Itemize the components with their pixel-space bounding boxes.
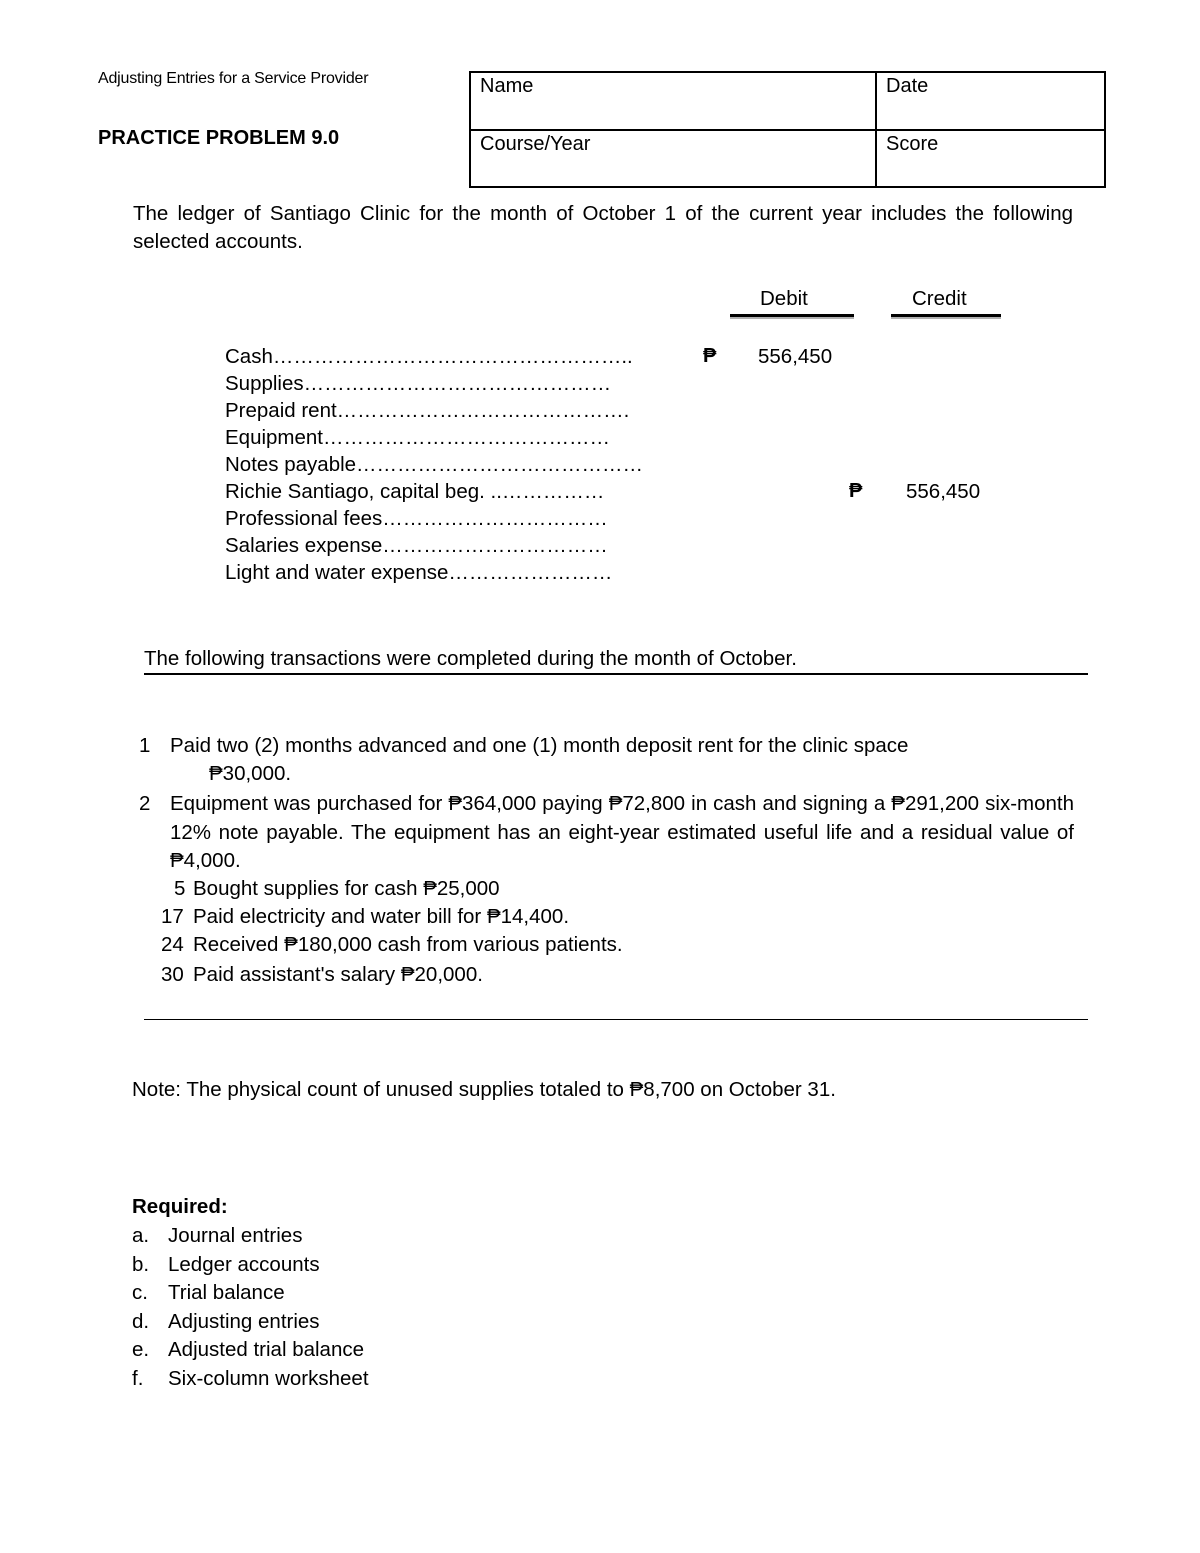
required-item bbox=[132, 1367, 369, 1391]
required-title: Required: bbox=[132, 1195, 228, 1218]
transaction-day: 2 bbox=[139, 792, 151, 815]
note-text: Note: The physical count of unused supplies totaled to ₱8,700 on October 31. bbox=[132, 1078, 836, 1101]
required-item bbox=[132, 1338, 364, 1362]
heading-rule bbox=[144, 673, 1088, 675]
credit-heading: Credit bbox=[912, 287, 967, 310]
required-text: Adjusting entries bbox=[168, 1310, 320, 1333]
transaction-text: Equipment was purchased for ₱364,000 paying ₱72,800 in cash and signing a ₱291,200 six-month 12% note payable. The equipment has an eight-year estimated useful life and a residual value of ₱4,000. bbox=[170, 792, 1074, 872]
name-field: Name bbox=[470, 72, 876, 130]
required-item bbox=[132, 1253, 320, 1277]
problem-title: PRACTICE PROBLEM 9.0 bbox=[98, 127, 340, 149]
debit-heading: Debit bbox=[760, 287, 808, 310]
transaction-text: Bought supplies for cash ₱25,000 bbox=[193, 877, 500, 900]
required-letter: b. bbox=[132, 1253, 150, 1276]
required-item bbox=[132, 1224, 302, 1248]
course-year-field: Course/Year bbox=[470, 130, 876, 188]
peso-sign-debit: ₱ bbox=[703, 345, 717, 367]
date-field: Date bbox=[876, 72, 1105, 130]
capital-credit-amount: 556,450 bbox=[906, 480, 981, 503]
required-text: Trial balance bbox=[168, 1281, 285, 1304]
account-light-water-expense: Light and water expense…………………… bbox=[225, 561, 613, 584]
required-letter: c. bbox=[132, 1281, 148, 1304]
required-letter: a. bbox=[132, 1224, 150, 1247]
account-supplies: Supplies……………………………………… bbox=[225, 372, 612, 395]
cash-debit-amount: 556,450 bbox=[758, 345, 833, 368]
account-salaries-expense: Salaries expense…………………………… bbox=[225, 534, 608, 557]
student-info-box bbox=[469, 71, 1106, 188]
transaction-day: 17 bbox=[161, 905, 184, 928]
transaction-text: Paid assistant's salary ₱20,000. bbox=[193, 963, 483, 986]
credit-underline bbox=[891, 314, 1001, 317]
required-letter: f. bbox=[132, 1367, 144, 1390]
account-capital: Richie Santiago, capital beg. ..…………… bbox=[225, 480, 605, 503]
document-subtitle: Adjusting Entries for a Service Provider bbox=[98, 70, 369, 87]
transaction-day: 5 bbox=[174, 877, 186, 900]
required-text: Six-column worksheet bbox=[168, 1367, 369, 1390]
transaction-text: Paid electricity and water bill for ₱14,400. bbox=[193, 905, 570, 928]
required-letter: e. bbox=[132, 1338, 150, 1361]
transaction-day: 1 bbox=[139, 734, 151, 757]
account-cash: Cash…………………………………………….. bbox=[225, 345, 633, 368]
transaction-amount: ₱30,000. bbox=[209, 762, 292, 785]
score-field: Score bbox=[876, 130, 1105, 188]
peso-sign-credit: ₱ bbox=[849, 480, 863, 502]
required-text: Adjusted trial balance bbox=[168, 1338, 365, 1361]
transaction-day: 30 bbox=[161, 963, 184, 986]
transaction-text: Received ₱180,000 cash from various patients. bbox=[193, 933, 623, 956]
required-text: Journal entries bbox=[168, 1224, 303, 1247]
required-item bbox=[132, 1310, 320, 1334]
account-notes-payable: Notes payable…………………………………… bbox=[225, 453, 644, 476]
intro-paragraph: The ledger of Santiago Clinic for the month of October 1 of the current year includes the following selected accounts. bbox=[133, 202, 1073, 253]
required-letter: d. bbox=[132, 1310, 150, 1333]
debit-underline bbox=[730, 314, 854, 317]
transaction-text: Paid two (2) months advanced and one (1) month deposit rent for the clinic space bbox=[170, 734, 909, 757]
account-professional-fees: Professional fees…………………………… bbox=[225, 507, 608, 530]
required-item bbox=[132, 1281, 285, 1305]
transaction-day: 24 bbox=[161, 933, 184, 956]
account-equipment: Equipment…………………………………… bbox=[225, 426, 611, 449]
transactions-end-rule bbox=[144, 1019, 1088, 1020]
transactions-heading: The following transactions were completed during the month of October. bbox=[144, 647, 797, 670]
required-text: Ledger accounts bbox=[168, 1253, 320, 1276]
account-prepaid-rent: Prepaid rent……………………………………. bbox=[225, 399, 630, 422]
